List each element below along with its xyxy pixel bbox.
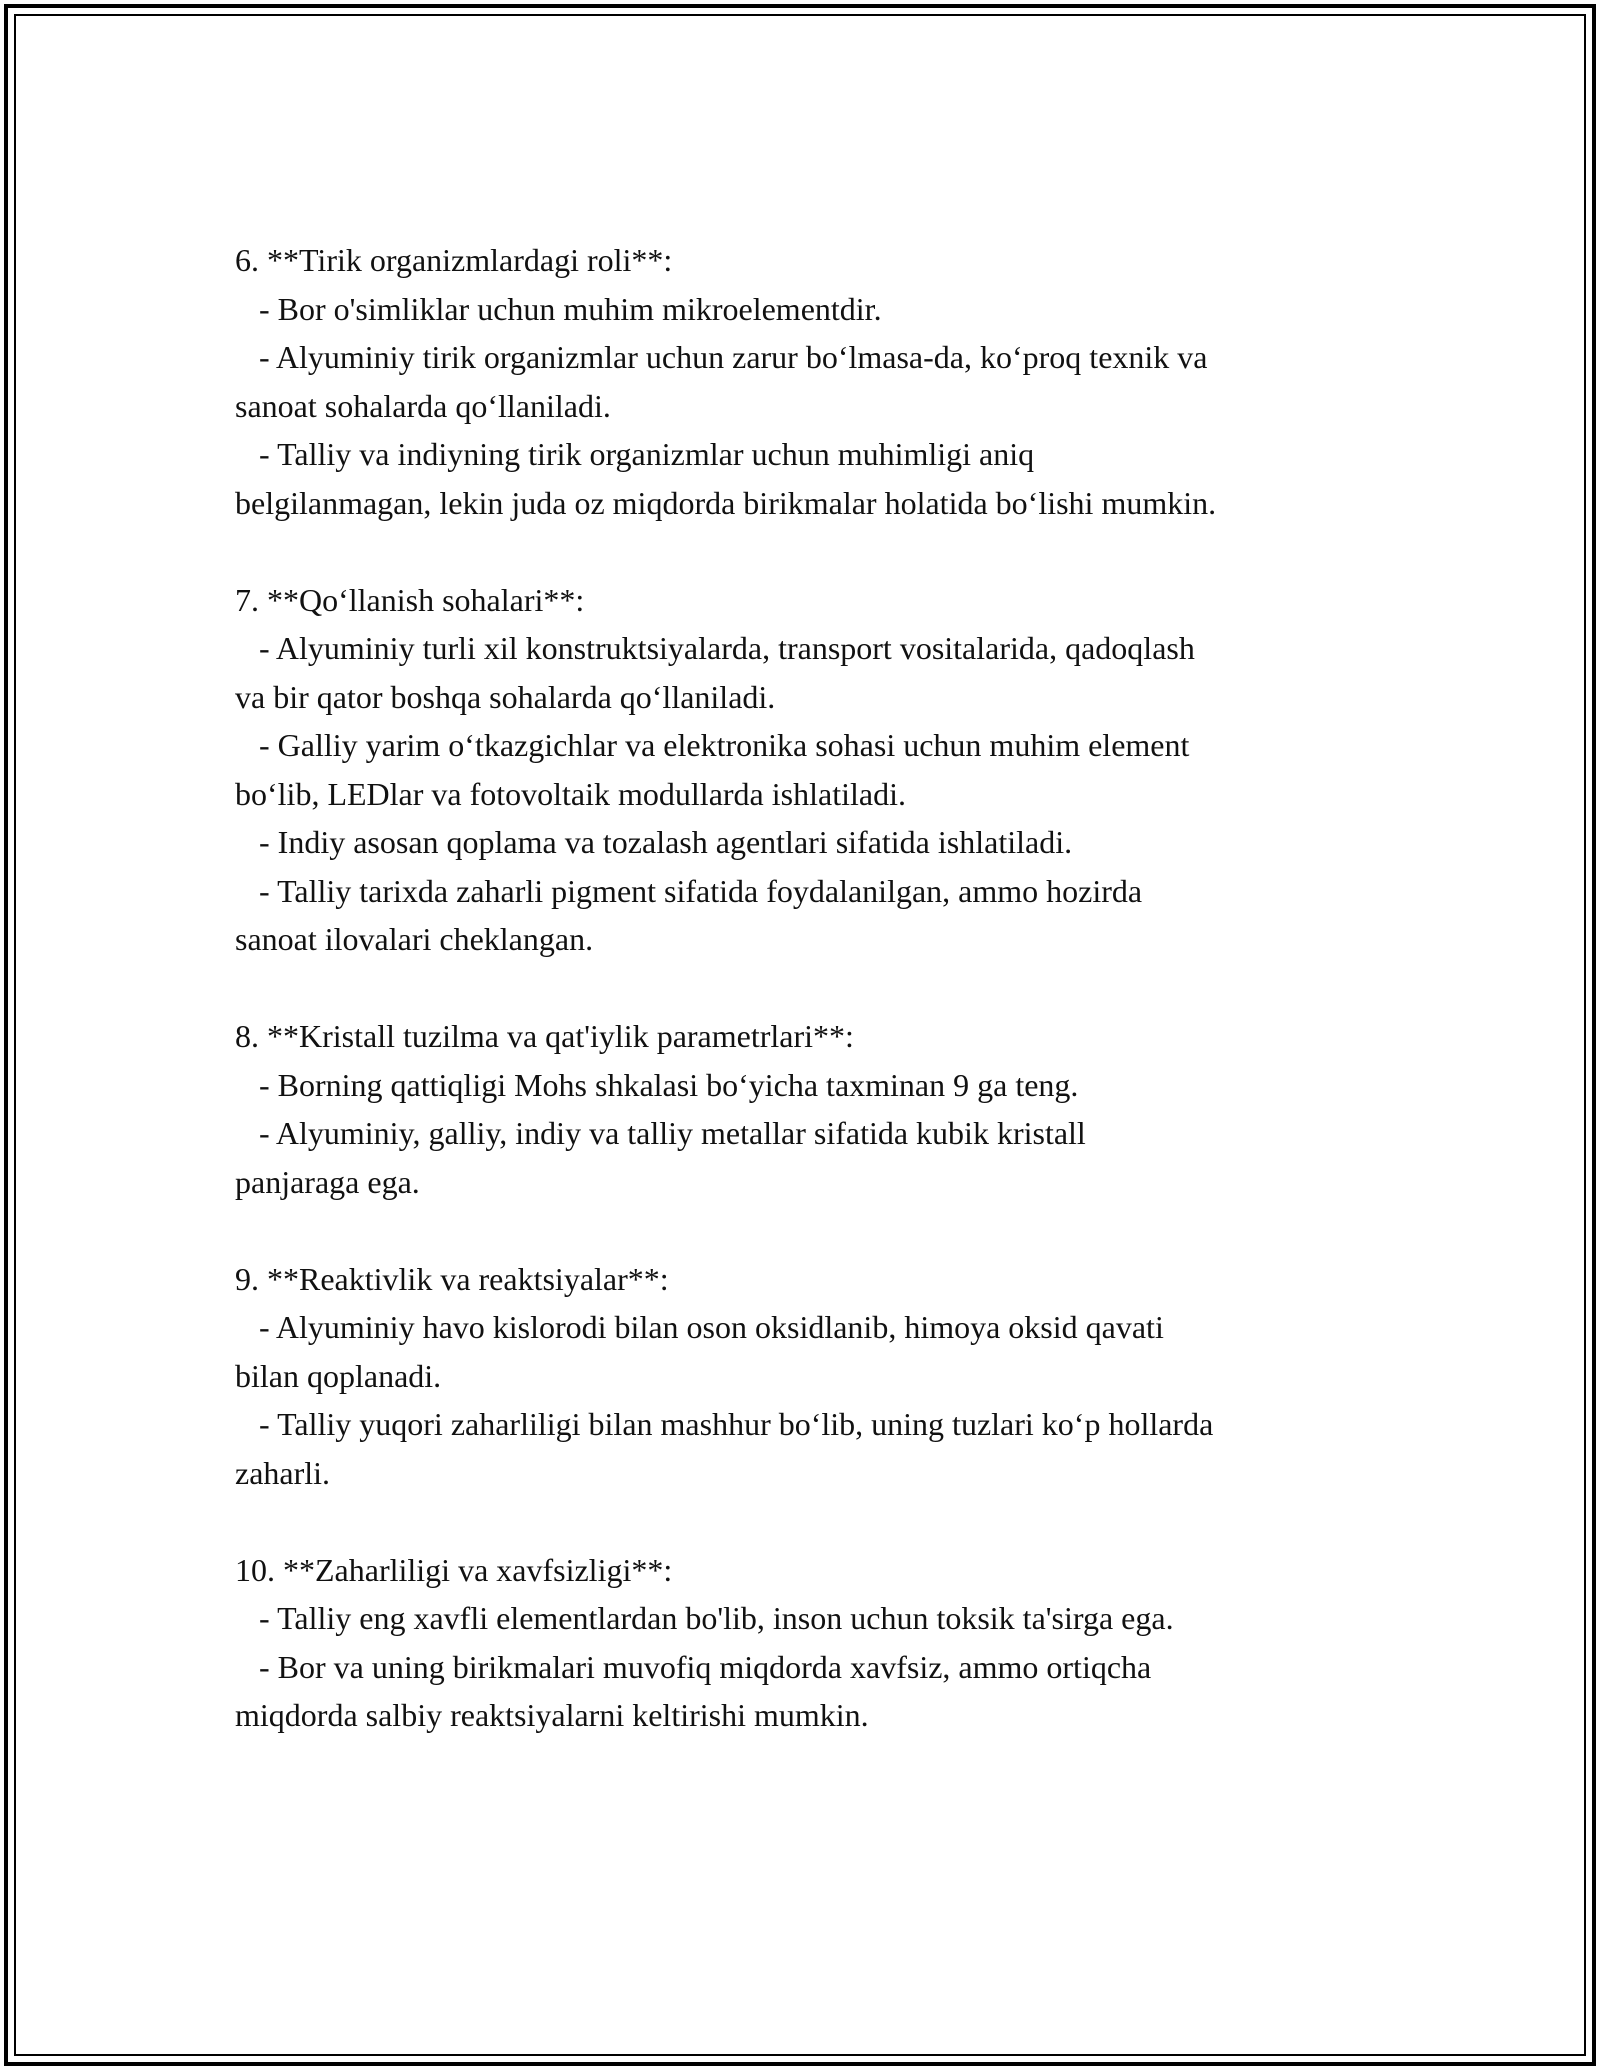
list-item: - Bor va uning birikmalari muvofiq miqdorda xavfsiz, ammo ortiqcha miqdorda salbiy reaktsiyalarni keltirishi mumkin. bbox=[235, 1648, 1152, 1733]
list-item: - Alyuminiy havo kislorodi bilan oson oksidlanib, himoya oksid qavati bilan qoplanadi. bbox=[235, 1309, 1164, 1394]
list-item: - Alyuminiy turli xil konstruktsiyalarda, transport vositalarida, qadoqlash va bir qator boshqa sohalarda qo‘llaniladi. bbox=[235, 630, 1195, 715]
section-8 bbox=[235, 1012, 1385, 1206]
section-10 bbox=[235, 1546, 1385, 1740]
section-heading: 10. **Zaharliligi va xavfsizligi**: bbox=[235, 1551, 673, 1588]
list-item: - Talliy tarixda zaharli pigment sifatida foydalanilgan, ammo hozirda sanoat ilovalari cheklangan. bbox=[235, 872, 1143, 957]
section-6 bbox=[235, 236, 1385, 527]
list-item: - Alyuminiy, galliy, indiy va talliy metallar sifatida kubik kristall panjaraga ega. bbox=[235, 1115, 1086, 1200]
list-item: - Borning qattiqligi Mohs shkalasi bo‘yicha taxminan 9 ga teng. bbox=[235, 1066, 1079, 1103]
document-body bbox=[235, 236, 1385, 1788]
list-item: - Alyuminiy tirik organizmlar uchun zarur bo‘lmasa-da, ko‘proq texnik va sanoat sohalarda qo‘llaniladi. bbox=[235, 339, 1208, 424]
section-heading: 9. **Reaktivlik va reaktsiyalar**: bbox=[235, 1260, 669, 1297]
section-7 bbox=[235, 576, 1385, 964]
section-heading: 8. **Kristall tuzilma va qat'iylik parametrlari**: bbox=[235, 1018, 854, 1054]
list-item: - Galliy yarim o‘tkazgichlar va elektronika sohasi uchun muhim element bo‘lib, LEDlar va fotovoltaik modullarda ishlatiladi. bbox=[235, 727, 1190, 812]
section-9 bbox=[235, 1255, 1385, 1498]
list-item: - Talliy yuqori zaharliligi bilan mashhur bo‘lib, uning tuzlari ko‘p hollarda zaharli. bbox=[235, 1406, 1214, 1491]
list-item: - Indiy asosan qoplama va tozalash agentlari sifatida ishlatiladi. bbox=[235, 824, 1073, 860]
list-item: - Talliy eng xavfli elementlardan bo'lib, inson uchun toksik ta'sirga ega. bbox=[235, 1600, 1174, 1636]
section-heading: 7. **Qo‘llanish sohalari**: bbox=[235, 581, 585, 618]
list-item: - Bor o'simliklar uchun muhim mikroelementdir. bbox=[235, 290, 882, 327]
list-item: - Talliy va indiyning tirik organizmlar uchun muhimligi aniq belgilanmagan, lekin juda oz miqdorda birikmalar holatida bo‘lishi mumkin. bbox=[235, 436, 1217, 521]
section-heading: 6. **Tirik organizmlardagi roli**: bbox=[235, 242, 673, 278]
